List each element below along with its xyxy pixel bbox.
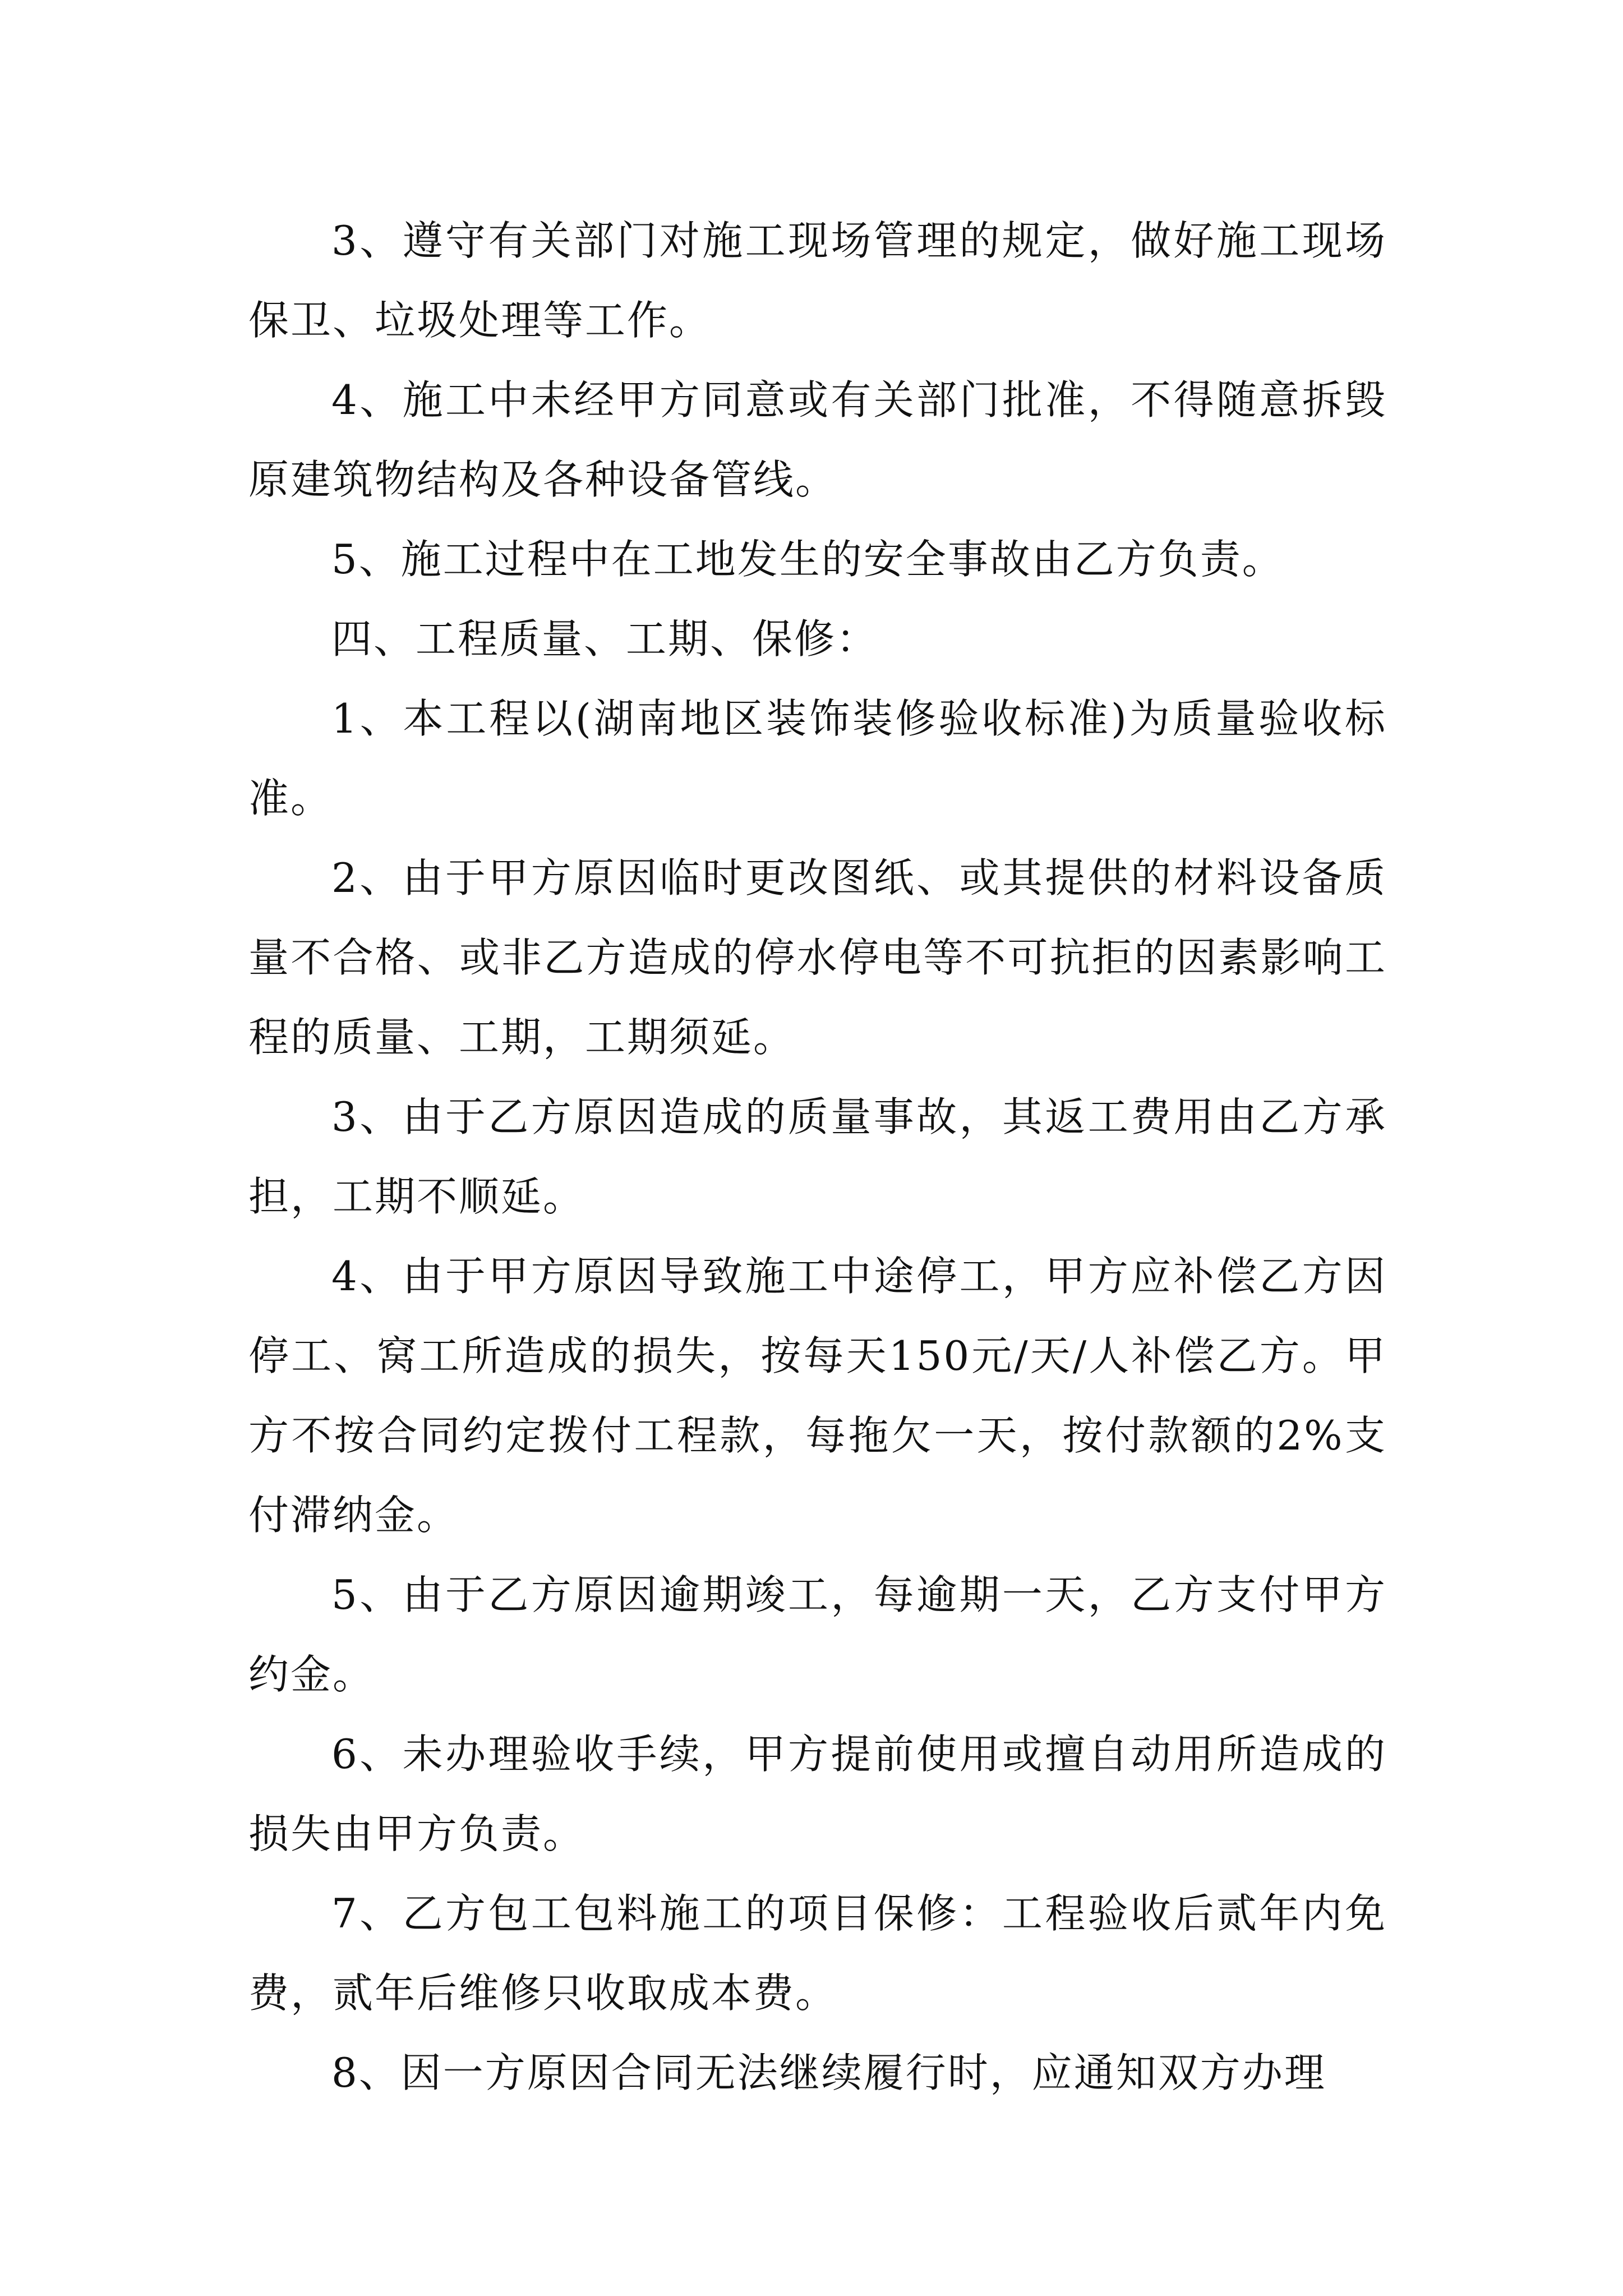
document-body — [248, 201, 1387, 2113]
paragraph-warranty: 7、乙方包工包料施工的项目保修：工程验收后贰年内免费，贰年后维修只收取成本费。 — [248, 1890, 1387, 2017]
paragraph-overdue-completion: 5、由于乙方原因逾期竣工，每逾期一天，乙方支付甲方约金。 — [248, 1571, 1387, 1698]
paragraph-no-demolition: 4、施工中未经甲方同意或有关部门批准，不得随意拆毁原建筑物结构及各种设备管线。 — [248, 376, 1387, 503]
paragraph-party-b-rework: 3、由于乙方原因造成的质量事故，其返工费用由乙方承担，工期不顺延。 — [248, 1093, 1387, 1220]
paragraph-early-use: 6、未办理验收手续，甲方提前使用或擅自动用所造成的损失由甲方负责。 — [248, 1731, 1387, 1857]
section-heading-quality: 四、工程质量、工期、保修： — [331, 615, 879, 662]
paragraph-work-stoppage-compensation: 4、由于甲方原因导致施工中途停工，甲方应补偿乙方因停工、窝工所造成的损失，按每天150元/天/人补偿乙方。甲方不按合同约定拨付工程款，每拖欠一天，按付款额的2%支付滞纳金。 — [248, 1253, 1387, 1539]
paragraph-termination: 8、因一方原因合同无法继续履行时，应通知双方办理 — [331, 2049, 1326, 2096]
paragraph-safety-responsibility: 5、施工过程中在工地发生的安全事故由乙方负责。 — [331, 536, 1284, 583]
paragraph-site-management: 3、遵守有关部门对施工现场管理的规定，做好施工现场保卫、垃圾处理等工作。 — [248, 217, 1387, 344]
paragraph-quality-standard: 1、本工程以(湖南地区装饰装修验收标准)为质量验收标准。 — [248, 695, 1387, 822]
paragraph-party-a-delay: 2、由于甲方原因临时更改图纸、或其提供的材料设备质量不合格、或非乙方造成的停水停电等不可抗拒的因素影响工程的质量、工期，工期须延。 — [248, 854, 1387, 1061]
